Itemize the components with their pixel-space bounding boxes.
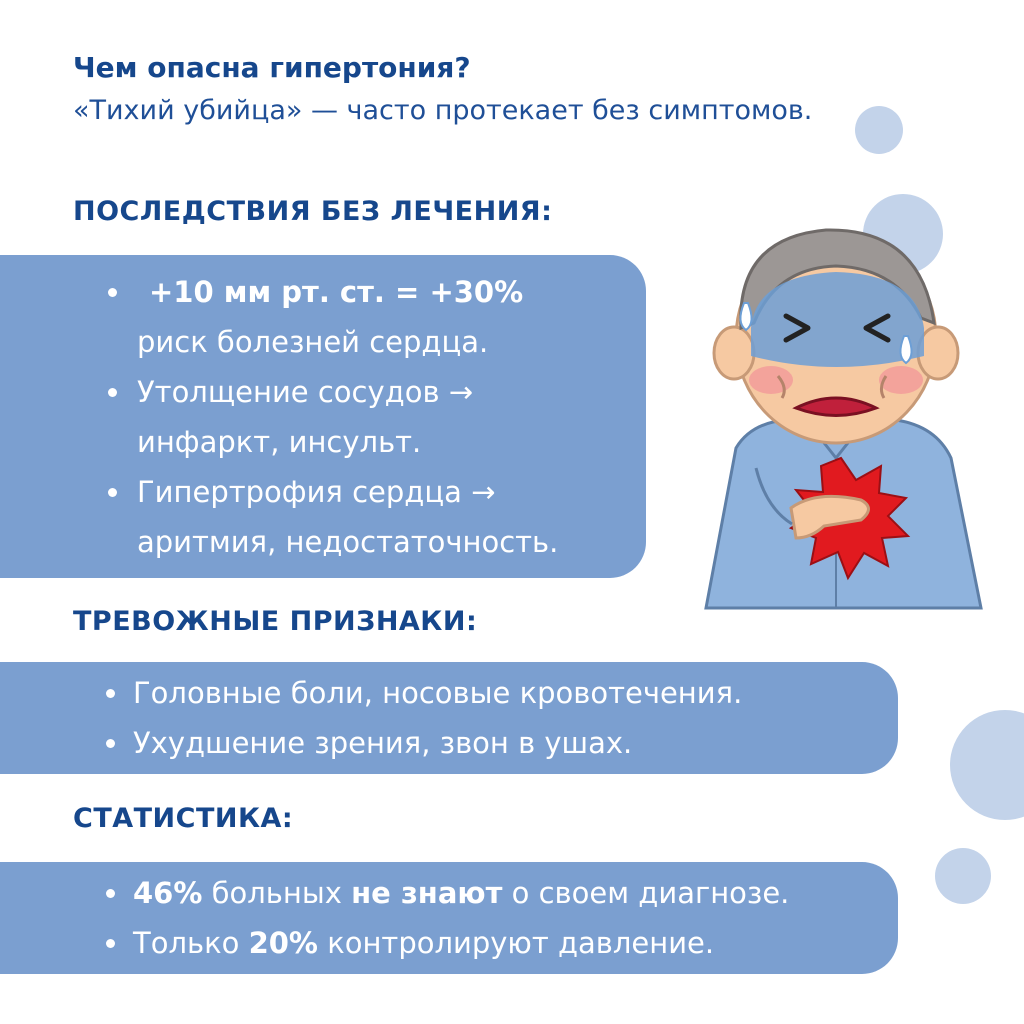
- list-item-line: аритмия, недостаточность.: [137, 525, 559, 559]
- page-subtitle: «Тихий убийца» — часто протекает без симптомов.: [73, 95, 813, 126]
- decor-bubble: [855, 106, 903, 154]
- list-item: [0, 367, 646, 467]
- bullet-icon: [106, 939, 115, 948]
- stat-text: о своем диагнозе.: [502, 876, 790, 910]
- page-title: Чем опасна гипертония?: [73, 51, 471, 84]
- bullet-icon: [106, 889, 115, 898]
- list-item: [0, 668, 898, 718]
- bullet-icon: [108, 288, 117, 297]
- list-item: [0, 718, 898, 768]
- symptoms-list: [0, 668, 898, 768]
- bullet-icon: [108, 388, 117, 397]
- symptoms-heading: ТРЕВОЖНЫЕ ПРИЗНАКИ:: [73, 606, 478, 637]
- statistics-heading: СТАТИСТИКА:: [73, 803, 294, 834]
- consequences-panel: [0, 255, 646, 578]
- consequences-list: [0, 267, 646, 567]
- risk-description-text: риск болезней сердца.: [137, 325, 489, 359]
- list-item-line: Гипертрофия сердца →: [137, 475, 496, 509]
- decor-bubble: [950, 710, 1024, 820]
- bullet-icon: [108, 488, 117, 497]
- symptoms-panel: [0, 662, 898, 774]
- list-item: [0, 868, 898, 918]
- man-with-chest-pain-icon: [696, 208, 986, 613]
- stat-text: больных: [202, 876, 352, 910]
- list-item-line: инфаркт, инсульт.: [137, 425, 422, 459]
- stat-percent: 46%: [133, 876, 203, 910]
- statistics-panel: [0, 862, 898, 974]
- symptom-text: Головные боли, носовые кровотечения.: [133, 676, 743, 710]
- stat-text: Только: [133, 926, 249, 960]
- stat-text: контролируют давление.: [317, 926, 715, 960]
- list-item: [0, 918, 898, 968]
- man-with-chest-pain-illustration: [696, 208, 986, 613]
- decor-bubble: [935, 848, 991, 904]
- risk-increase-text: +10 мм рт. ст. = +30%: [149, 275, 524, 309]
- consequences-heading: ПОСЛЕДСТВИЯ БЕЗ ЛЕЧЕНИЯ:: [73, 196, 553, 227]
- stat-emphasis: не знают: [351, 876, 503, 910]
- list-item-line: Утолщение сосудов →: [137, 375, 474, 409]
- list-item: [0, 267, 646, 367]
- list-item: [0, 467, 646, 567]
- stat-percent: 20%: [248, 926, 318, 960]
- bullet-icon: [106, 739, 115, 748]
- statistics-list: [0, 868, 898, 968]
- bullet-icon: [106, 689, 115, 698]
- symptom-text: Ухудшение зрения, звон в ушах.: [133, 726, 633, 760]
